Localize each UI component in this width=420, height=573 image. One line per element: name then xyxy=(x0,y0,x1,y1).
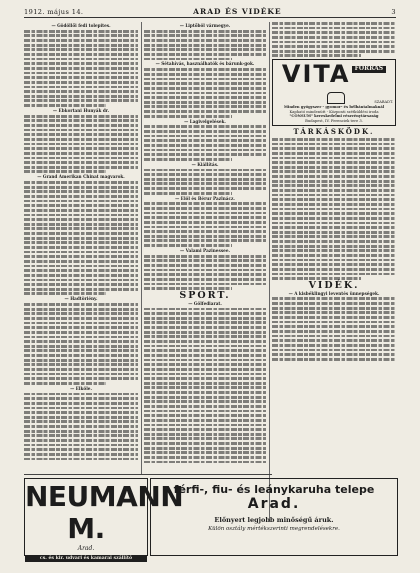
forras-label: FORRÁS xyxy=(352,66,386,73)
column-rule xyxy=(269,22,270,522)
article-heading: — Valami Pazinessee. xyxy=(180,247,230,253)
neumann-tagline: cs. és kir. udvari és kamarai szállító xyxy=(25,555,147,562)
issue-date: 1912. május 14. xyxy=(24,7,84,16)
section-title-videk: VIDÉK. xyxy=(308,279,360,291)
article-heading: — Gölfediarat. xyxy=(188,300,222,306)
vita-ad-line: "CONSUM" kereskedelmi részvénytársaság xyxy=(289,114,379,119)
arad-ad-line-4: Külön osztály mértékszerinti megrendelésekre. xyxy=(208,526,340,532)
neumann-advertisement xyxy=(24,478,184,561)
section-title-sport: SPORT. xyxy=(179,290,231,302)
vita-ad-line: Minden gyógyszer - gyomor- és bélbántalmaknál xyxy=(283,104,385,109)
article-heading: — Kiállítás. xyxy=(191,161,219,167)
article-heading: — Hadtöriény. xyxy=(64,296,98,302)
article-heading: — Elöl és Bérur Pazlnácz. xyxy=(175,195,235,201)
neumann-name: NEUMANN M. xyxy=(25,480,184,545)
arad-ad-line-3: Előnyert legjobb minőségű áruk. xyxy=(214,516,334,524)
column-3 xyxy=(272,22,396,522)
newspaper-title: ARAD ÉS VIDÉKE xyxy=(193,7,282,16)
article-heading: — Elköle. xyxy=(70,385,92,391)
column-rule xyxy=(141,22,142,474)
column-1 xyxy=(24,22,138,474)
page-header xyxy=(24,6,396,18)
neumann-city: Arad. xyxy=(77,545,95,552)
arad-ad-line-2: Arad. xyxy=(247,496,301,512)
article-heading: — Liptőböl vármegye. xyxy=(179,23,231,28)
vita-ad-line: Budapest, IV. Ferenciek tere 3. xyxy=(305,118,363,123)
article-heading: — A kisbéklingyi leventés ünnepségek. xyxy=(288,290,380,296)
article-heading: — Grand Amerikan Chinat magvarok. xyxy=(37,174,125,180)
spring-icon xyxy=(327,92,345,104)
article-heading: — Ebkortani Hunyák dr. xyxy=(52,107,110,113)
vita-tagline: SZABADT. xyxy=(374,100,393,105)
article-heading: — Sétahívás, használhatók és bárunk-gok. xyxy=(155,61,255,67)
column-2 xyxy=(144,22,266,474)
ad-separator xyxy=(24,474,272,475)
vita-logo-text: VITA xyxy=(281,60,351,89)
arad-ad-line-1: férfi-, fiu- és leánykaruha telepe xyxy=(173,483,375,496)
vita-forras-advertisement xyxy=(272,59,396,126)
page-number: 3 xyxy=(391,7,396,16)
article-heading: — Gödöllői fedi tolepites. xyxy=(51,23,111,28)
section-title-tarcsa: TÁRKÁSKÖDK. xyxy=(293,127,375,137)
vita-ad-line: Kapható mindenütt - Központi szétküldési iroda xyxy=(289,109,379,114)
article-heading: — Lagivelgelések. xyxy=(184,118,226,124)
arad-clothing-advertisement xyxy=(150,478,398,556)
